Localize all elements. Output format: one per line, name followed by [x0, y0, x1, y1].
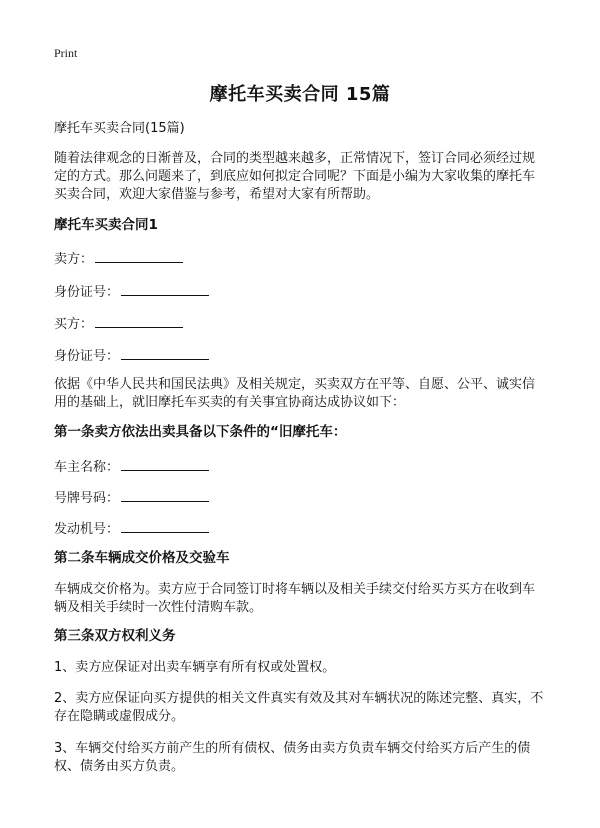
seller-id-field	[54, 281, 546, 302]
document-title: 摩托车买卖合同 15篇	[209, 84, 391, 105]
article-2-text: 车辆成交价格为。卖方应于合同签订时将车辆以及相关手续交付给买方买方在收到车辆及相关手续时一次性付清购车款。	[54, 582, 536, 615]
article-3-item-3: 3、车辆交付给买方前产生的所有债权、债务由卖方负责车辆交付给买方后产生的债权、债务由买方负责。	[54, 741, 531, 774]
seller-label: 卖方：	[54, 252, 94, 267]
owner-blank	[121, 456, 209, 471]
seller-field	[54, 248, 546, 269]
buyer-id-blank	[121, 345, 209, 360]
buyer-blank	[95, 313, 183, 328]
article-3-item-1: 1、卖方应保证对出卖车辆享有所有权或处置权。	[54, 660, 336, 675]
article-2-heading: 第二条车辆成交价格及交验车	[54, 550, 230, 566]
engine-field	[54, 518, 546, 539]
owner-label: 车主名称：	[54, 460, 120, 475]
buyer-label: 买方：	[54, 317, 94, 332]
engine-label: 发动机号：	[54, 522, 120, 537]
buyer-field	[54, 313, 546, 334]
plate-blank	[121, 487, 209, 502]
article-1-heading: 第一条卖方依法出卖具备以下条件的“旧摩托车：	[54, 424, 347, 440]
engine-blank	[121, 518, 209, 533]
seller-blank	[95, 248, 183, 263]
article-3-item-2: 2、卖方应保证向买方提供的相关文件真实有效及其对车辆状况的陈述完整、真实，不存在隐瞒或虚假成分。	[54, 691, 544, 724]
seller-id-blank	[121, 281, 209, 296]
article-3-heading: 第三条双方权利义务	[54, 628, 176, 644]
document-subtitle: 摩托车买卖合同(15篇)	[54, 121, 185, 136]
basis-paragraph: 依据《中华人民共和国民法典》及相关规定，买卖双方在平等、自愿、公平、诚实信用的基础上，就旧摩托车买卖的有关事宜协商达成协议如下：	[54, 377, 536, 410]
plate-field	[54, 487, 546, 508]
buyer-id-label: 身份证号：	[54, 349, 120, 364]
seller-id-label: 身份证号：	[54, 285, 120, 300]
owner-field	[54, 456, 546, 477]
print-label: Print	[54, 46, 78, 60]
contract-1-heading: 摩托车买卖合同1	[54, 217, 158, 233]
plate-label: 号牌号码：	[54, 491, 120, 506]
intro-paragraph: 随着法律观念的日渐普及，合同的类型越来越多，正常情况下，签订合同必须经过规定的方式。那么问题来了，到底应如何拟定合同呢？下面是小编为大家收集的摩托车买卖合同，欢迎大家借鉴与参考，希望对大家有所帮助。	[54, 151, 536, 202]
buyer-id-field	[54, 345, 546, 366]
